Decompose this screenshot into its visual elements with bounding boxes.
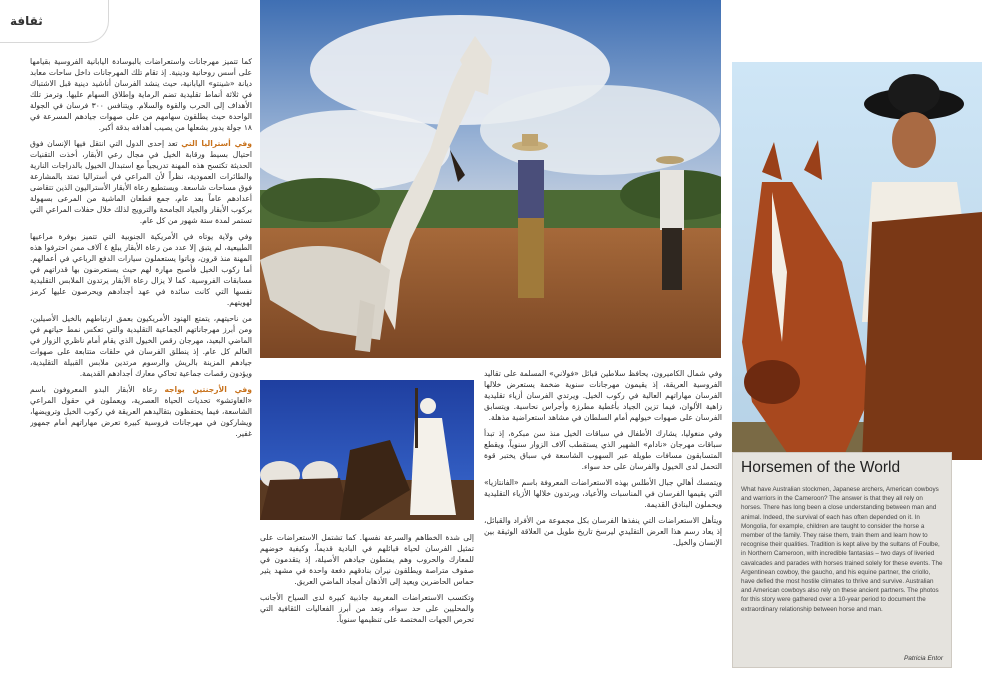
sidebar-body: What have Australian stockmen, Japanese archers, American cowboys and warriors in the Cameroon? The answer is that they all rely on horses. There has long been a close understanding between man and animal. Indeed, the survival of each has often depended on it. In Mongolia, for example, children are taught to consider the horse a member of the family. They raise them, train them and learn how to recognise their qualities. Tradition is kept alive by the sultans of Foulbe, in Northern Cameroon, with incredible fantasias – two days of liveried cavalcades and parades with horses trained solely for these events. The Argentinean cowboy, the gaucho, and his equine partner, the criollo, have defied the most hostile climates to thrive and survive. Australian and American cowboys also rely on these ancient partners. The photos for this story were gathered over a 10-year period to document the extraordinary relationship between horse and man. (741, 486, 943, 613)
photo-gaucho-on-horse (732, 62, 982, 460)
section-tab (0, 0, 109, 43)
paragraph-text: رعاة الأبقار البدو المعروفون باسم «الغاوتشو» تحديات الحياة العصرية، ويعملون في حقول المراعي الشاسعة، فيما يحتفظون بتقاليدهم العريقة في ركوب الخيل وترويضها، ويشاركون في مهرجانات فروسية كبيرة تعرض مهاراتهم أمام جمهور غفير. (30, 385, 252, 438)
section-tab-label: ثقافة (10, 14, 43, 28)
paragraph: وفي منغوليا، يشارك الأطفال في سباقات الخيل منذ سن مبكرة، إذ تبدأ سباقات مهرجان «نادام» الشهير الذي يستقطب آلاف الزوار سنوياً، ويقطع المتسابقون مسافات طويلة عبر السهوب الشاسعة في سباق يختبر قوة التحمل لدى الخيول والفرسان على حد سواء. (484, 429, 722, 471)
paragraph: ويتأهل الاستعراضات التي ينفذها الفرسان بكل مجموعة من الأفراد والقبائل، إذ يعاد رسم هذا العرض التقليدي ليرسخ تاريخ طويل من العلاقة الوثيقة بين الإنسان والخيل. (484, 516, 722, 547)
paragraph: ويتمسك أهالي جبال الأطلس بهذه الاستعراضات المعروفة باسم «الفانتازيا» التي يقيمها الفرسان في المناسبات والأعياد، ويرتدون خلالها الأزياء التقليدية ويحملون البنادق القديمة. (484, 478, 722, 509)
paragraph: إلى شدة الخطاهم والسرعة نفسها. كما تشتمل الاستعراضات على تمثيل الفرسان لحياة قبائلهم في البادية قديماً، وكيفية خوضهم للمعارك والحروب وهم يمتطون جيادهم الأصيلة، إذ يتقدمون في صفوف متراصة ويطلقون نيران بنادقهم دفعة واحدة في مشهد يثير حماس الحاضرين ويعيد إلى الأذهان أمجاد الماضي العريق. (260, 533, 474, 586)
paragraph (30, 138, 252, 226)
photo-rearing-horse (260, 0, 721, 358)
paragraph-lead: وفي الأرجنتين يواجه (164, 385, 252, 394)
paragraph-lead: وفي أستراليا التي (181, 139, 252, 148)
paragraph (30, 384, 252, 439)
paragraph: من ناحيتهم، يتمتع الهنود الأمريكيون بعمق ارتباطهم بالخيل الأصيلين، ومن أبرز مهرجاناتهم الجماعية التقليدية والتي تعكس نمط حياتهم في الماضي البعيد، مهرجان رقص الخيول الذي يقام أمام ناظري الزوار في العالم كل عام. إذ ينطلق الفرسان في حلقات متتابعة على صهوات جيادهم المزينة بالريش والرسوم مرتدين ملابس القبيلة التقليدية، ويؤدون رقصات جماعية تحاكي معارك أجدادهم القديمة. (30, 314, 252, 378)
paragraph: كما تتميز مهرجانات واستعراضات بالبوسادة اليابانية الفروسية بقيامها على أسس روحانية ودينية. إذ تقام تلك المهرجانات داخل ساحات معابد ديانة «شينتو» اليابانية، حيث ينشد الفرسان أناشيد دينية قبل الاشتباك في ثلاثة أنماط تقليدية تضم الرماية وإطلاق السهام عليها. وترمز تلك الأهداف إلى الحرب والقوة والسلام. ويتنافس ٣٠٠ فرسان في الجولة الواحدة حيث يطلقون سهامهم من على صهوات جيادهم المسرعة في ١٨ جولة يدور بشعلها من يصيب أهدافه بدقة أكبر. (30, 57, 252, 132)
paragraph: وفي شمال الكاميرون، يحافظ سلاطين قبائل «فولاني» المسلمة على تقاليد الفروسية العريقة، إذ يقيمون مهرجانات سنوية ضخمة يستعرض خلالها الفرسان مهاراتهم العالية في ركوب الخيل. ويرتدي الفرسان أزياء تقليدية زاهية الألوان، فيما تزين الجياد بأغطية مطرزة وأجراس نحاسية. ويتسابق الفرسان على صهوات خيولهم أمام السلطان في مشاهد استعراضية مذهلة. (484, 369, 722, 422)
text-column-1 (30, 56, 252, 674)
photo-fantasia-riders (260, 380, 474, 520)
text-column-2 (260, 532, 474, 672)
sidebar-box (732, 452, 952, 668)
photo-credit: Patricia Entor (903, 655, 943, 662)
paragraph-text: تعد إحدى الدول التي انتقل فيها الإنسان فوق احتيال بسيط ورقابة الخيل في مجال رعي الأبقار، أخذت التقنيات الحديثة تكتسح هذه المهنة تدريجياً مع استبدال الخيول بالدراجات النارية والطائرات العمودية، نظراً لأن المراعي في أستراليا تمتد بالمشارعة فوق مساحات شاسعة. ويستطيع رعاة الأبقار الأستراليون الذين تتقاضى أعدادهم عاماً بعد عام، جمع قطعان الماشية من المرعى بسهولة بركوب الأبقار والجياد الجامحة والترويج لذلك خلال حفلات المراعي التي تستمر لمدة ستة شهور من كل عام. (30, 139, 252, 225)
paragraph: وفي ولاية يوتاه في الأمريكية الجنوبية التي تتميز بوفرة مراعيها الطبيعية، لم يتبق إلا عدد من رعاة الأبقار يبلغ ٤ آلاف ممن احترفوا هذه المهنة منذ قرون، وباتوا يستعملون سيارات الدفع الرباعي في أعمالهم. أما ركوب الخيل فأصبح مهارة لهم حيث يستعرضون بها قدراتهم في مسابقات الفروسية. كما لا يزال رعاة الأبقار يرتدون الملابس التقليدية نفسها التي كانت سائدة في عهد أجدادهم ويحرصون عليها كرمز لهويتهم. (30, 232, 252, 307)
sidebar-title: Horsemen of the World (741, 459, 901, 476)
paragraph: وتكتسب الاستعراضات المغربية جاذبية كبيرة لدى السياح الأجانب والمحليين على حد سواء، وتعد من أبرز الفعاليات الثقافية التي تحرص الجهات المختصة على تنظيمها سنوياً. (260, 593, 474, 624)
text-column-3 (484, 368, 722, 674)
